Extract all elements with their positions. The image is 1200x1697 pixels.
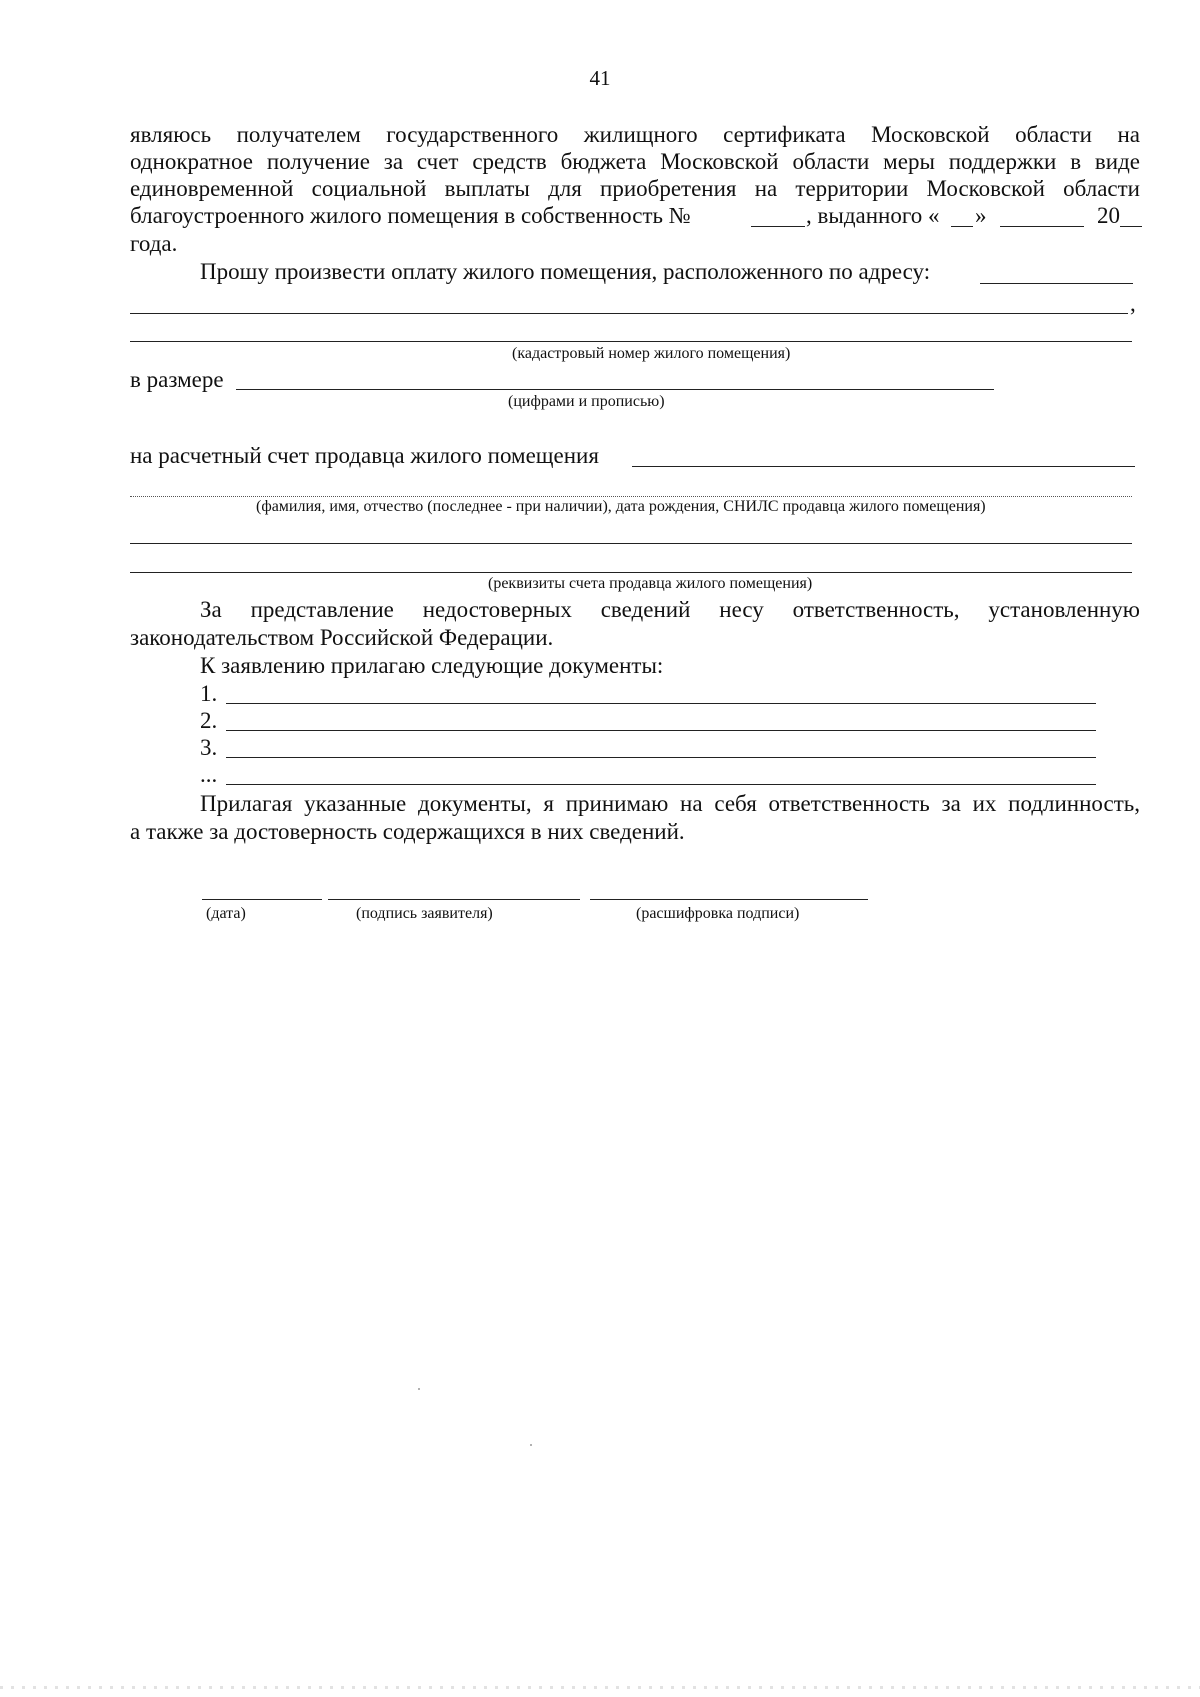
caption-signature: (подпись заявителя) bbox=[356, 905, 493, 922]
paragraph-line-1: являюсь получателем государственного жилищного сертификата Московской области на bbox=[130, 122, 1140, 147]
responsibility-line-1: За представление недостоверных сведений несу ответственность, установленную bbox=[200, 597, 1140, 622]
attachment-field-3[interactable] bbox=[226, 757, 1096, 758]
caption-cadastral: (кадастровый номер жилого помещения) bbox=[512, 345, 791, 362]
issue-month-field[interactable] bbox=[1000, 226, 1084, 227]
date-field[interactable] bbox=[202, 899, 322, 900]
caption-signature-decode: (расшифровка подписи) bbox=[636, 905, 800, 922]
paragraph-line-2: однократное получение за счет средств бюджета Московской области меры поддержки в виде bbox=[130, 149, 1140, 174]
caption-seller: (фамилия, имя, отчество (последнее - при наличии), дата рождения, СНИЛС продавца жилого помещения) bbox=[256, 498, 986, 515]
requisites-field-1[interactable] bbox=[130, 543, 1132, 544]
paragraph-line-3: единовременной социальной выплаты для приобретения на территории Московской области bbox=[130, 176, 1140, 201]
signature-decode-field[interactable] bbox=[590, 899, 868, 900]
responsibility-line-2: законодательством Российской Федерации. bbox=[130, 625, 554, 650]
requisites-field-2[interactable] bbox=[130, 572, 1132, 573]
address-field-2[interactable] bbox=[130, 313, 1128, 314]
certificate-number-field[interactable] bbox=[751, 226, 805, 227]
attachment-number-2: 2. bbox=[200, 708, 218, 733]
attachment-field-more[interactable] bbox=[226, 784, 1096, 785]
amount-label: в размере bbox=[130, 367, 224, 392]
scan-edge-noise bbox=[0, 1686, 1200, 1689]
year-prefix: 20 bbox=[1097, 203, 1120, 228]
caption-date: (дата) bbox=[206, 905, 246, 922]
address-field-1[interactable] bbox=[980, 283, 1133, 284]
address-request: Прошу произвести оплату жилого помещения, расположенного по адресу: bbox=[200, 259, 931, 284]
scan-speck bbox=[418, 1388, 420, 1390]
caption-requisites: (реквизиты счета продавца жилого помещения) bbox=[488, 575, 813, 592]
scan-speck bbox=[530, 1444, 532, 1446]
attachments-intro: К заявлению прилагаю следующие документы: bbox=[200, 653, 664, 678]
cadastral-number-field[interactable] bbox=[130, 341, 1132, 342]
address-comma: , bbox=[1130, 291, 1136, 316]
attachment-field-2[interactable] bbox=[226, 730, 1096, 731]
issue-year-field[interactable] bbox=[1120, 226, 1142, 227]
seller-name-field[interactable] bbox=[130, 496, 1132, 497]
attachment-number-3: 3. bbox=[200, 735, 218, 760]
attachment-field-1[interactable] bbox=[226, 703, 1096, 704]
caption-amount: (цифрами и прописью) bbox=[508, 393, 665, 410]
page-number: 41 bbox=[589, 66, 611, 90]
seller-account-label: на расчетный счет продавца жилого помещения bbox=[130, 443, 599, 468]
authenticity-line-2: а также за достоверность содержащихся в них сведений. bbox=[130, 819, 685, 844]
signature-field[interactable] bbox=[328, 899, 580, 900]
issued-label: , выданного « bbox=[806, 203, 940, 228]
issue-day-field[interactable] bbox=[951, 226, 973, 227]
seller-account-field[interactable] bbox=[632, 466, 1135, 467]
year-word: года. bbox=[130, 231, 178, 256]
attachment-number-1: 1. bbox=[200, 681, 218, 706]
attachment-number-more: ... bbox=[200, 762, 218, 787]
amount-field[interactable] bbox=[236, 389, 994, 390]
certificate-label: благоустроенного жилого помещения в собственность № bbox=[130, 203, 691, 228]
authenticity-line-1: Прилагая указанные документы, я принимаю на себя ответственность за их подлинность, bbox=[200, 791, 1140, 816]
quote-close: » bbox=[975, 203, 987, 228]
